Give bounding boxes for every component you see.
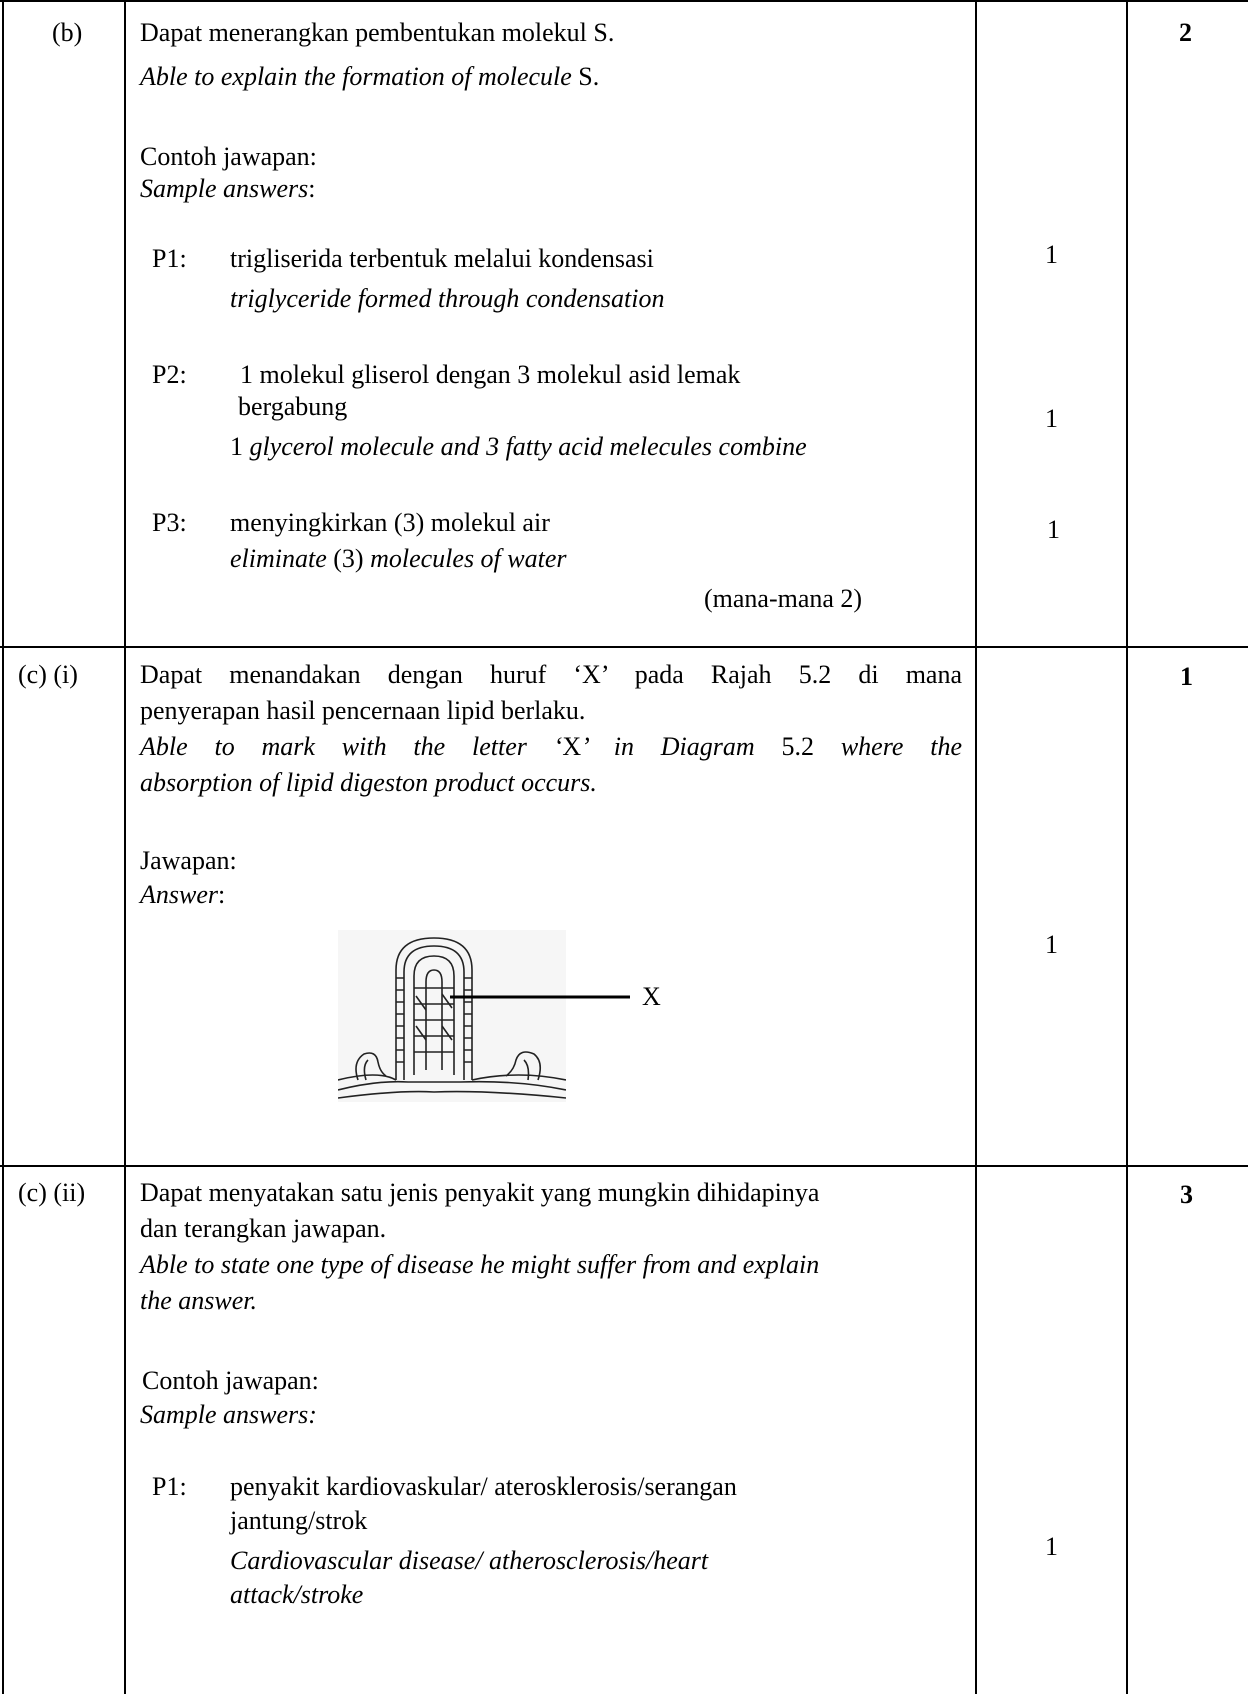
point-text-ms: 1 molekul gliserol dengan 3 molekul asid lemak — [240, 360, 741, 389]
point-text-ms: trigliserida terbentuk melalui kondensasi — [230, 244, 654, 273]
point-text-en: triglyceride formed through condensation — [230, 284, 665, 313]
point-text-en — [230, 432, 807, 462]
diagram-label-x: X — [642, 982, 661, 1011]
criterion-text-ms: dan terangkan jawapan. — [140, 1214, 387, 1243]
point-key: P3: — [152, 508, 187, 537]
table-border-top — [0, 0, 1248, 2]
sample-heading-colon: : — [308, 174, 316, 203]
point-mark: 1 — [1045, 240, 1058, 269]
row-label: (c) (ii) — [18, 1178, 86, 1207]
sample-heading-ms: Contoh jawapan: — [142, 1366, 319, 1395]
any-two-note: (mana-mana 2) — [704, 584, 863, 613]
criterion-text-en-plain: X — [562, 732, 582, 761]
sample-heading-en — [140, 174, 316, 204]
row-total-marks: 3 — [1180, 1180, 1193, 1209]
criterion-text-ms: Dapat menerangkan pembentukan molekul S. — [140, 18, 615, 47]
criterion-text-en-italic: ’ in Diagram — [581, 732, 755, 761]
criterion-text-en — [140, 732, 962, 762]
point-text-ms: bergabung — [238, 392, 348, 421]
criterion-text-en: absorption of lipid digeston product occurs. — [140, 768, 597, 797]
point-text-ms: jantung/strok — [230, 1506, 368, 1535]
criterion-text-en-italic: Able to mark with the letter ‘ — [140, 732, 563, 761]
point-text-en — [230, 544, 567, 574]
sample-heading-en: Sample answers: — [140, 1400, 317, 1429]
criterion-text-en: Able to state one type of disease he might suffer from and explain — [140, 1250, 820, 1279]
point-key: P1: — [152, 244, 187, 273]
row-total-marks: 1 — [1180, 662, 1193, 691]
table-border-left — [2, 0, 4, 1694]
answer-heading-en — [140, 880, 225, 910]
criterion-text-ms: Dapat menandakan dengan huruf ‘X’ pada Rajah 5.2 di mana — [140, 660, 962, 689]
point-mark: 1 — [1045, 930, 1058, 959]
point-mark: 1 — [1047, 515, 1060, 544]
point-mark: 1 — [1045, 1532, 1058, 1561]
criterion-text-en-italic: Able to explain the formation of molecule — [140, 62, 572, 91]
answer-heading-en-italic: Answer — [140, 880, 218, 909]
point-text-en-plain: (3) — [326, 544, 371, 573]
villus-diagram — [338, 930, 566, 1102]
point-text-en: Cardiovascular disease/ atherosclerosis/heart — [230, 1546, 709, 1575]
row-label: (b) — [52, 18, 83, 47]
answer-heading-ms: Jawapan: — [140, 846, 237, 875]
column-divider-1 — [124, 0, 126, 1694]
sample-heading-ms: Contoh jawapan: — [140, 142, 317, 171]
column-divider-2 — [975, 0, 977, 1694]
row-divider-1 — [0, 646, 1248, 648]
point-text-en-italic: glycerol molecule and 3 fatty acid melecules combine — [243, 432, 807, 461]
point-text-ms: penyakit kardiovaskular/ aterosklerosis/serangan — [230, 1472, 737, 1501]
row-divider-2 — [0, 1165, 1248, 1167]
row-total-marks: 2 — [1179, 18, 1192, 47]
criterion-text-ms: penyerapan hasil pencernaan lipid berlaku. — [140, 696, 586, 725]
point-text-ms: menyingkirkan (3) molekul air — [230, 508, 550, 537]
criterion-text-en-plain: S. — [571, 62, 600, 91]
point-key: P1: — [152, 1472, 187, 1501]
criterion-text-ms: Dapat menyatakan satu jenis penyakit yang mungkin dihidapinya — [140, 1178, 820, 1207]
point-mark: 1 — [1045, 404, 1058, 433]
row-label: (c) (i) — [18, 660, 78, 689]
answer-heading-colon: : — [218, 880, 226, 909]
sample-heading-en-italic: Sample answers — [140, 174, 309, 203]
criterion-text-en — [140, 62, 599, 92]
point-key: P2: — [152, 360, 187, 389]
criterion-text-en-italic: where the — [840, 732, 962, 761]
criterion-text-en: the answer. — [140, 1286, 257, 1315]
point-text-en: attack/stroke — [230, 1580, 364, 1609]
criterion-text-en-plain: 5.2 — [754, 732, 841, 761]
point-text-en-italic: molecules of water — [370, 544, 567, 573]
point-text-en-italic: eliminate — [230, 544, 327, 573]
label-pointer-line — [450, 985, 630, 1015]
column-divider-3 — [1126, 0, 1128, 1694]
point-text-en-number: 1 — [230, 432, 243, 461]
